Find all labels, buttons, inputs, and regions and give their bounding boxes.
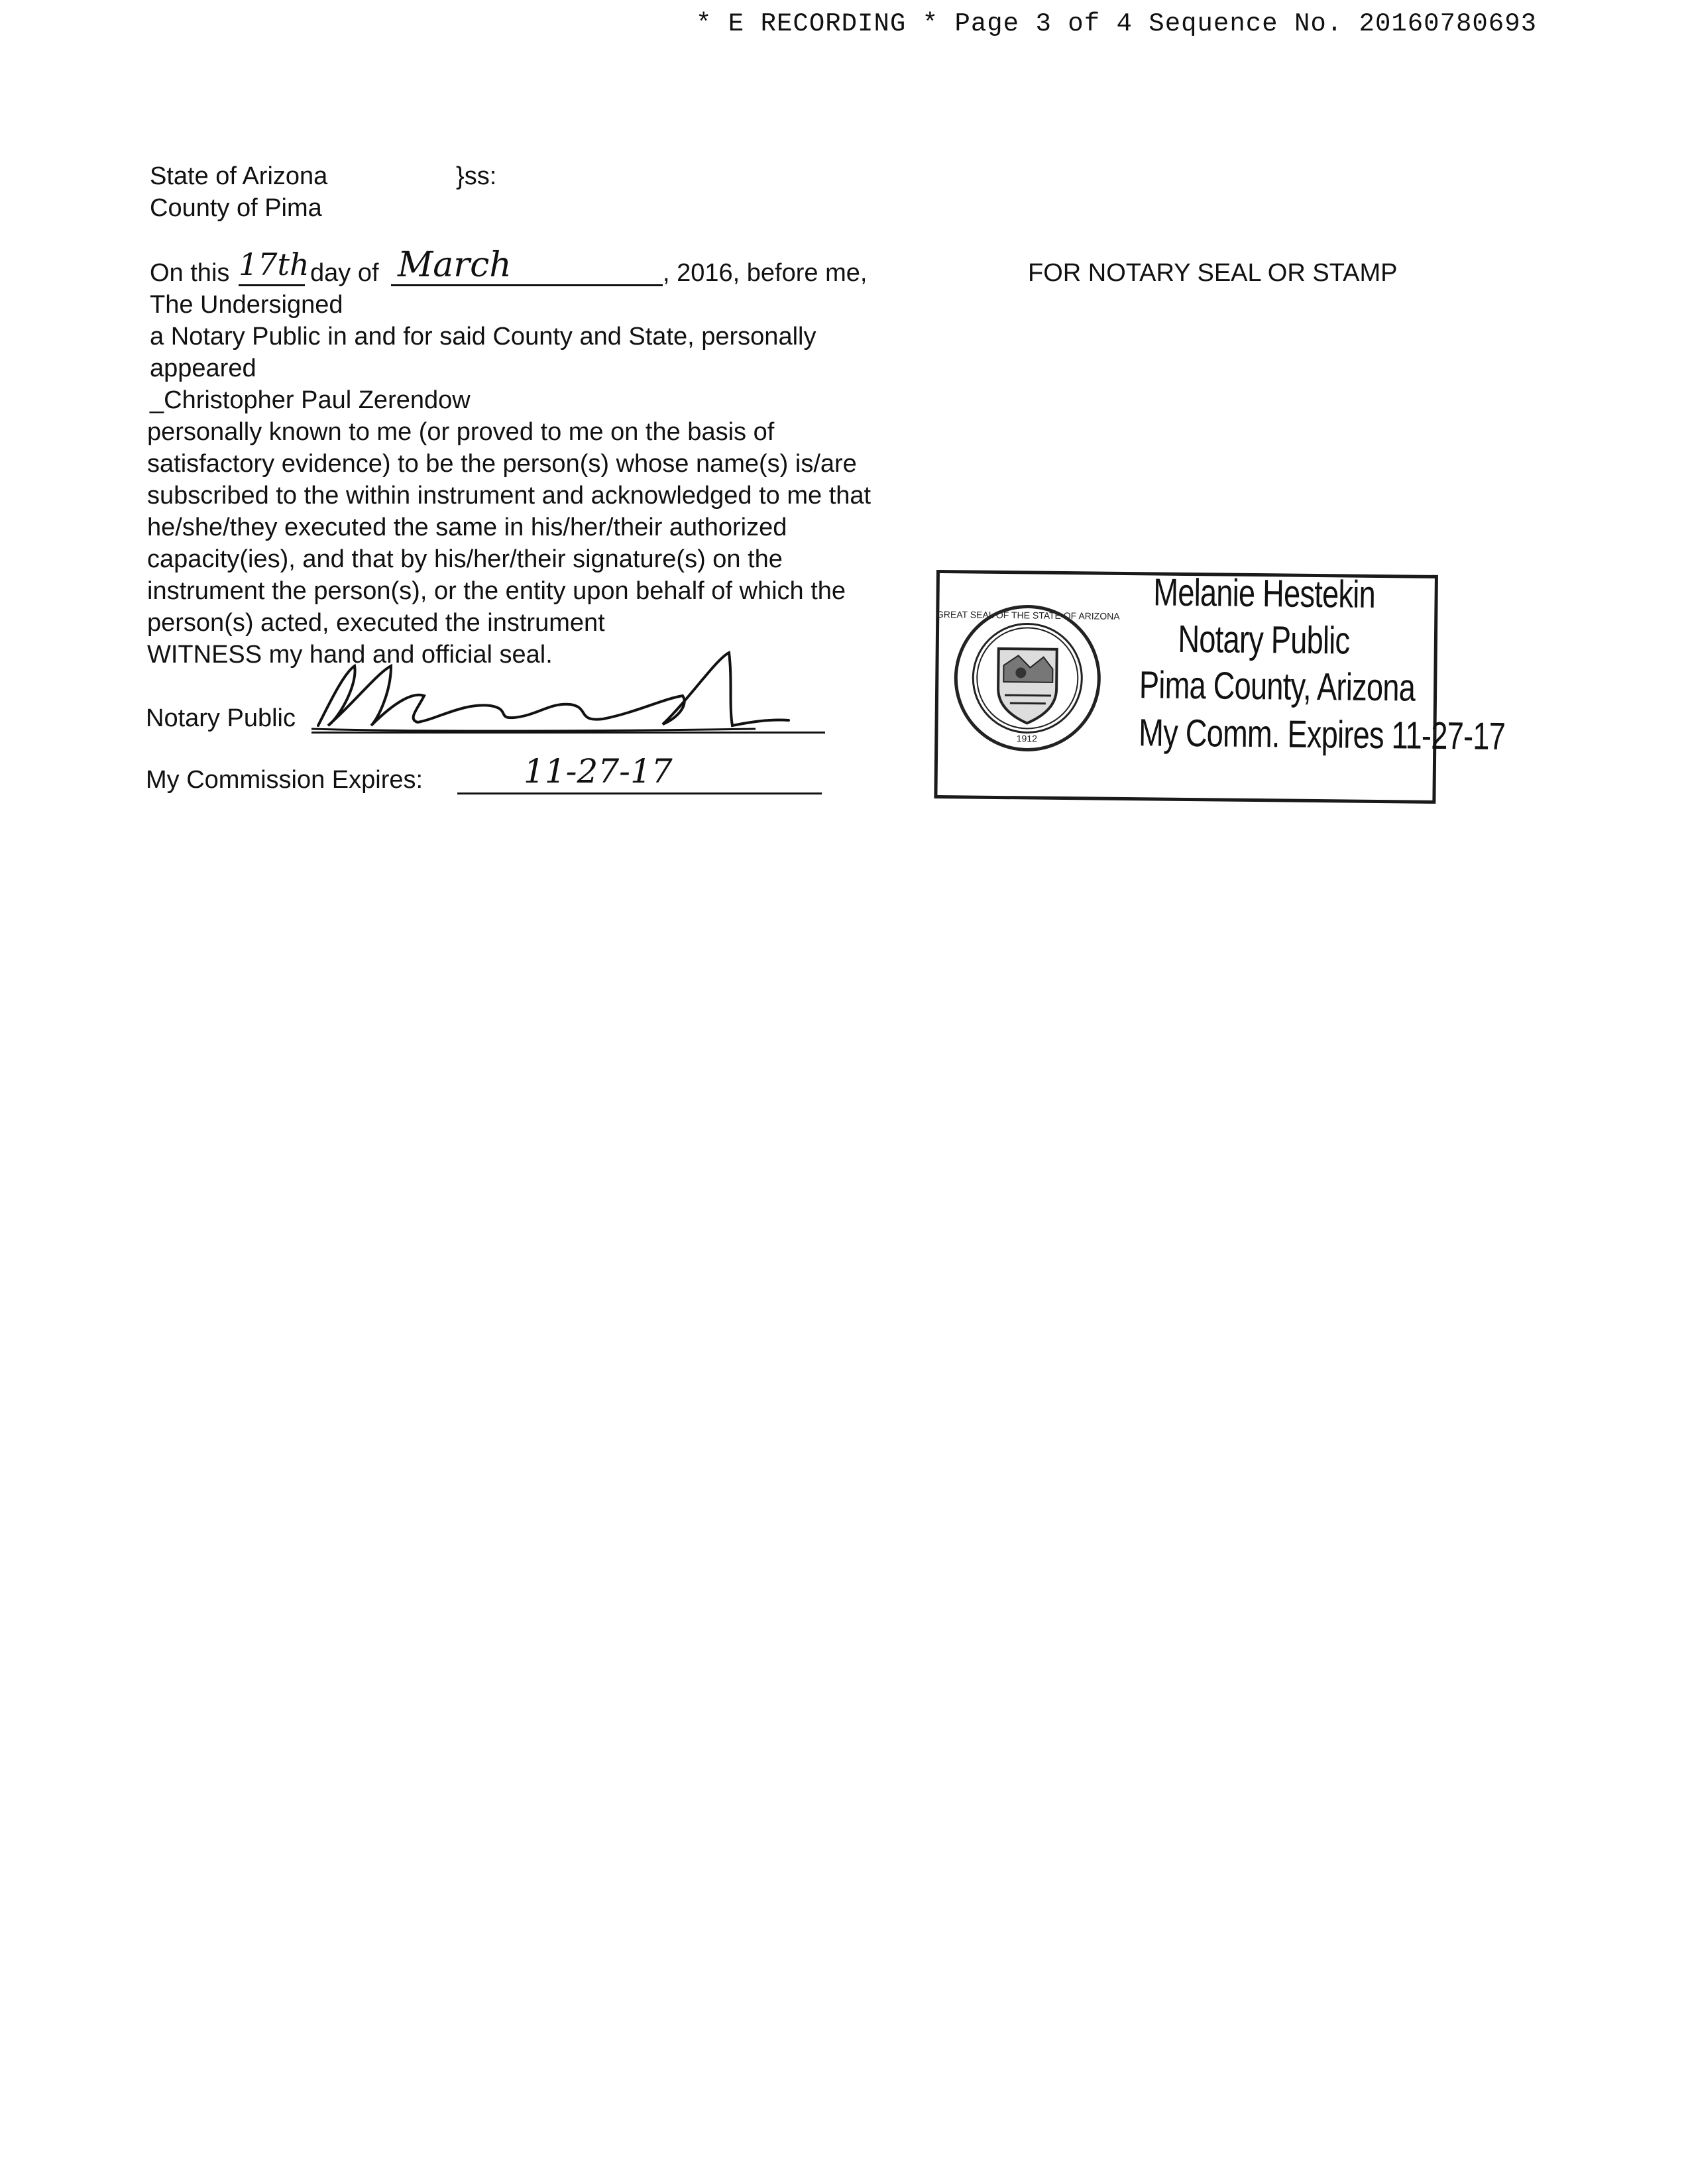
body-line: capacity(ies), and that by his/her/their signature(s) on the <box>147 545 783 573</box>
body-line: subscribed to the within instrument and acknowledged to me that <box>147 482 871 510</box>
witness-text: WITNESS my hand and official seal. <box>147 641 553 669</box>
year-text: , 2016, before me, <box>663 259 868 287</box>
stamp-notary-title: Notary Public <box>1178 617 1350 663</box>
body-line: he/she/they executed the same in his/her/their authorized <box>147 514 787 541</box>
day-handwritten: 17th <box>239 246 309 282</box>
notary-stamp <box>934 570 1506 804</box>
signer-name: _Christopher Paul Zerendow <box>150 386 471 414</box>
ss-mark: }ss: <box>456 162 497 190</box>
body-line: instrument the person(s), or the entity upon behalf of which the <box>147 577 846 605</box>
notary-signature <box>292 646 795 745</box>
recording-banner: * E RECORDING * Page 3 of 4 Sequence No. 20160780693 <box>696 9 1537 38</box>
state-seal-icon <box>936 602 1120 754</box>
seal-ring-text: GREAT SEAL OF THE STATE OF ARIZONA <box>936 609 1120 622</box>
on-this-text: On this <box>150 259 230 287</box>
stamp-county: Pima County, Arizona <box>1139 663 1416 710</box>
stamp-expires: My Comm. Expires 11-27-17 <box>1138 711 1506 758</box>
stamp-notary-name: Melanie Hestekin <box>1153 571 1376 616</box>
month-handwritten: March <box>398 245 512 285</box>
county-label: County of Pima <box>150 194 322 222</box>
state-label: State of Arizona <box>150 162 328 190</box>
body-line: satisfactory evidence) to be the person(s) whose name(s) is/are <box>147 450 857 478</box>
undersigned-text: The Undersigned <box>150 291 343 319</box>
seal-area-label: FOR NOTARY SEAL OR STAMP <box>1028 259 1398 287</box>
commission-handwritten: 11-27-17 <box>524 752 673 791</box>
appeared-text: appeared <box>150 355 256 382</box>
seal-year: 1912 <box>1016 733 1038 744</box>
day-of-text: day of <box>310 259 379 287</box>
notary-public-label: Notary Public <box>146 704 296 732</box>
body-line: personally known to me (or proved to me on the basis of <box>147 418 775 446</box>
notary-line-text: a Notary Public in and for said County and State, personally <box>150 323 816 351</box>
commission-label: My Commission Expires: <box>146 766 423 794</box>
body-line: person(s) acted, executed the instrument <box>147 609 605 637</box>
